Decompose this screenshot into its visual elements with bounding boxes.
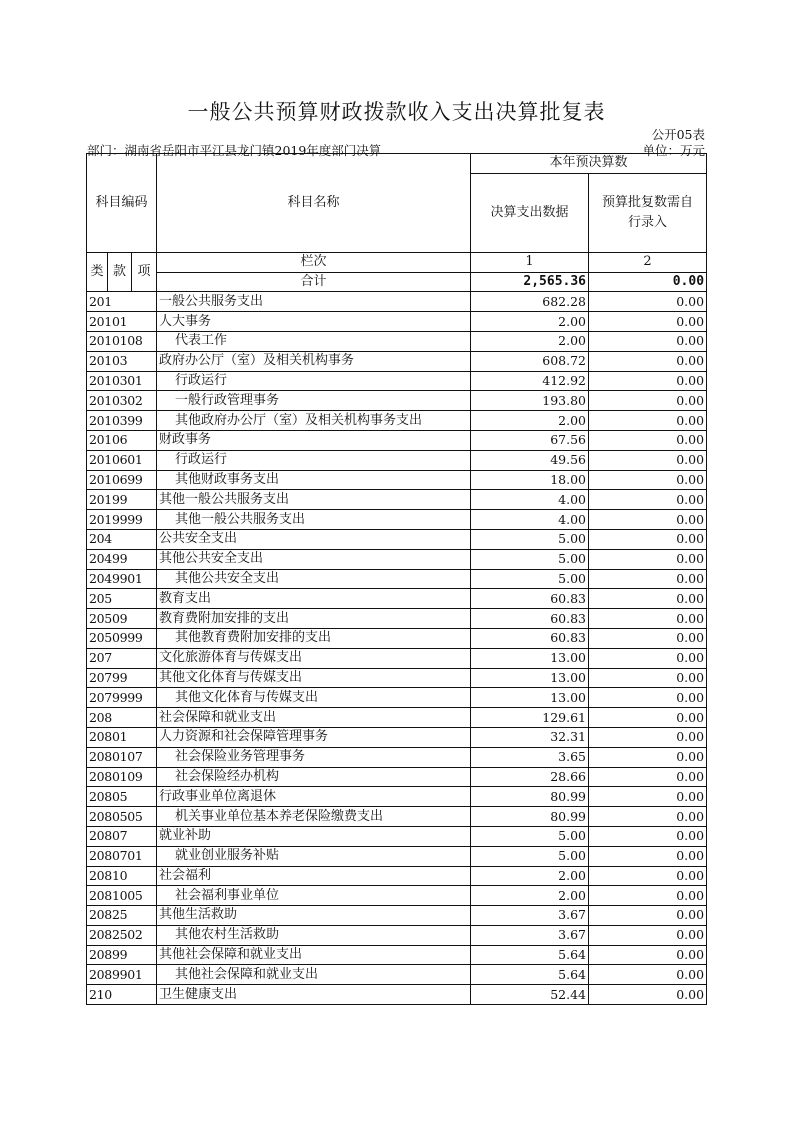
row-name: 行政运行 (157, 371, 471, 391)
row-col2-value: 0.00 (589, 569, 707, 589)
row-col2-value: 0.00 (589, 945, 707, 965)
table-row (87, 925, 707, 945)
row-col1-value: 5.00 (471, 846, 589, 866)
table-row (87, 490, 707, 510)
row-code: 20825 (87, 906, 157, 926)
row-code: 2080107 (87, 747, 157, 767)
row-col2-value: 0.00 (589, 906, 707, 926)
lei-header: 类 (87, 252, 108, 292)
row-col1-value: 28.66 (471, 767, 589, 787)
row-code: 2082502 (87, 925, 157, 945)
row-col2-value: 0.00 (589, 510, 707, 530)
department-label: 部门：湖南省岳阳市平江县龙门镇2019年度部门决算 (87, 143, 382, 158)
row-col2-value: 0.00 (589, 470, 707, 490)
table-row (87, 450, 707, 470)
row-col1-value: 5.64 (471, 965, 589, 985)
row-name: 其他农村生活救助 (157, 925, 471, 945)
table-row (87, 846, 707, 866)
row-name: 其他文化体育与传媒支出 (157, 668, 471, 688)
row-code: 2010601 (87, 450, 157, 470)
row-col2-value: 0.00 (589, 549, 707, 569)
table-row (87, 727, 707, 747)
row-name: 财政事务 (157, 430, 471, 450)
lanci-2: 2 (589, 252, 707, 272)
row-col2-value: 0.00 (589, 807, 707, 827)
row-code: 207 (87, 648, 157, 668)
row-col1-value: 52.44 (471, 985, 589, 1005)
row-col2-value: 0.00 (589, 747, 707, 767)
table-row (87, 866, 707, 886)
total-col1: 2,565.36 (471, 272, 589, 292)
row-col1-value: 49.56 (471, 450, 589, 470)
row-col2-value: 0.00 (589, 490, 707, 510)
row-col2-value: 0.00 (589, 450, 707, 470)
row-col2-value: 0.00 (589, 391, 707, 411)
row-col1-value: 2.00 (471, 312, 589, 332)
row-col2-value: 0.00 (589, 965, 707, 985)
table-row (87, 648, 707, 668)
table-row (87, 767, 707, 787)
table-row (87, 807, 707, 827)
row-col2-value: 0.00 (589, 411, 707, 431)
row-col1-value: 80.99 (471, 807, 589, 827)
row-name: 其他社会保障和就业支出 (157, 965, 471, 985)
row-name: 人大事务 (157, 312, 471, 332)
total-col2: 0.00 (589, 272, 707, 292)
row-col1-value: 18.00 (471, 470, 589, 490)
col2-header: 预算批复数需自行录入 (589, 173, 707, 252)
row-code: 20799 (87, 668, 157, 688)
table-row (87, 787, 707, 807)
row-code: 20509 (87, 609, 157, 629)
row-col1-value: 80.99 (471, 787, 589, 807)
row-col2-value: 0.00 (589, 846, 707, 866)
name-header: 科目名称 (157, 154, 471, 253)
row-name: 卫生健康支出 (157, 985, 471, 1005)
row-col2-value: 0.00 (589, 609, 707, 629)
row-code: 20807 (87, 826, 157, 846)
row-name: 一般行政管理事务 (157, 391, 471, 411)
row-code: 20810 (87, 866, 157, 886)
group-header: 本年预决算数 (471, 154, 707, 174)
row-col2-value: 0.00 (589, 331, 707, 351)
row-col2-value: 0.00 (589, 886, 707, 906)
row-code: 2080701 (87, 846, 157, 866)
row-name: 其他一般公共服务支出 (157, 510, 471, 530)
row-col1-value: 5.00 (471, 826, 589, 846)
row-name: 人力资源和社会保障管理事务 (157, 727, 471, 747)
table-row (87, 906, 707, 926)
row-code: 2010301 (87, 371, 157, 391)
row-col1-value: 60.83 (471, 628, 589, 648)
row-col1-value: 67.56 (471, 430, 589, 450)
row-col1-value: 5.00 (471, 529, 589, 549)
row-name: 代表工作 (157, 331, 471, 351)
row-name: 其他文化体育与传媒支出 (157, 688, 471, 708)
row-code: 2049901 (87, 569, 157, 589)
row-name: 其他公共安全支出 (157, 569, 471, 589)
row-name: 社会福利事业单位 (157, 886, 471, 906)
row-name: 一般公共服务支出 (157, 292, 471, 312)
row-name: 其他公共安全支出 (157, 549, 471, 569)
table-row (87, 292, 707, 312)
row-col2-value: 0.00 (589, 430, 707, 450)
lanci-label: 栏次 (157, 252, 471, 272)
table-row (87, 529, 707, 549)
row-code: 2019999 (87, 510, 157, 530)
row-code: 20801 (87, 727, 157, 747)
row-code: 2079999 (87, 688, 157, 708)
table-row (87, 628, 707, 648)
code-header: 科目编码 (87, 154, 157, 253)
row-code: 2010399 (87, 411, 157, 431)
row-col1-value: 2.00 (471, 331, 589, 351)
table-row (87, 430, 707, 450)
row-name: 行政事业单位离退休 (157, 787, 471, 807)
row-col1-value: 193.80 (471, 391, 589, 411)
row-code: 20499 (87, 549, 157, 569)
row-name: 文化旅游体育与传媒支出 (157, 648, 471, 668)
report-title: 一般公共预算财政拨款收入支出决算批复表 (187, 100, 606, 124)
row-col1-value: 5.00 (471, 569, 589, 589)
row-col2-value: 0.00 (589, 925, 707, 945)
row-code: 2081005 (87, 886, 157, 906)
row-col2-value: 0.00 (589, 787, 707, 807)
row-col2-value: 0.00 (589, 708, 707, 728)
table-row (87, 569, 707, 589)
table-row (87, 411, 707, 431)
row-col2-value: 0.00 (589, 351, 707, 371)
row-code: 20899 (87, 945, 157, 965)
row-col2-value: 0.00 (589, 826, 707, 846)
table-row (87, 391, 707, 411)
row-col1-value: 13.00 (471, 668, 589, 688)
row-code: 2089901 (87, 965, 157, 985)
table-row (87, 668, 707, 688)
row-col1-value: 608.72 (471, 351, 589, 371)
row-code: 2080505 (87, 807, 157, 827)
row-code: 210 (87, 985, 157, 1005)
row-name: 教育支出 (157, 589, 471, 609)
row-name: 就业创业服务补贴 (157, 846, 471, 866)
row-name: 就业补助 (157, 826, 471, 846)
table-row (87, 331, 707, 351)
row-code: 2010302 (87, 391, 157, 411)
row-col1-value: 2.00 (471, 886, 589, 906)
total-row (87, 272, 707, 292)
row-name: 政府办公厅（室）及相关机构事务 (157, 351, 471, 371)
form-number: 公开05表 (651, 127, 705, 142)
row-name: 其他政府办公厅（室）及相关机构事务支出 (157, 411, 471, 431)
row-code: 20805 (87, 787, 157, 807)
row-name: 其他社会保障和就业支出 (157, 945, 471, 965)
table-row (87, 945, 707, 965)
row-col1-value: 412.92 (471, 371, 589, 391)
table-row (87, 609, 707, 629)
table-row (87, 747, 707, 767)
table-row (87, 708, 707, 728)
table-row (87, 549, 707, 569)
row-code: 2080109 (87, 767, 157, 787)
kuan-header: 款 (108, 252, 132, 292)
row-col2-value: 0.00 (589, 985, 707, 1005)
table-row (87, 470, 707, 490)
row-col2-value: 0.00 (589, 727, 707, 747)
row-name: 机关事业单位基本养老保险缴费支出 (157, 807, 471, 827)
row-code: 204 (87, 529, 157, 549)
row-name: 其他财政事务支出 (157, 470, 471, 490)
col1-header: 决算支出数据 (471, 173, 589, 252)
row-col1-value: 3.67 (471, 906, 589, 926)
row-col1-value: 129.61 (471, 708, 589, 728)
row-code: 2010699 (87, 470, 157, 490)
table-row (87, 826, 707, 846)
row-col2-value: 0.00 (589, 668, 707, 688)
table-row (87, 510, 707, 530)
row-code: 208 (87, 708, 157, 728)
row-col1-value: 32.31 (471, 727, 589, 747)
row-col2-value: 0.00 (589, 292, 707, 312)
row-name: 其他教育费附加安排的支出 (157, 628, 471, 648)
row-col2-value: 0.00 (589, 589, 707, 609)
table-row (87, 351, 707, 371)
row-name: 其他一般公共服务支出 (157, 490, 471, 510)
row-name: 社会保障和就业支出 (157, 708, 471, 728)
table-row (87, 589, 707, 609)
row-code: 20199 (87, 490, 157, 510)
row-col2-value: 0.00 (589, 688, 707, 708)
row-col1-value: 682.28 (471, 292, 589, 312)
row-code: 2010108 (87, 331, 157, 351)
row-code: 205 (87, 589, 157, 609)
row-name: 其他生活救助 (157, 906, 471, 926)
row-col1-value: 4.00 (471, 490, 589, 510)
row-col1-value: 2.00 (471, 411, 589, 431)
row-name: 社会福利 (157, 866, 471, 886)
row-col1-value: 3.65 (471, 747, 589, 767)
row-col2-value: 0.00 (589, 767, 707, 787)
row-name: 社会保险经办机构 (157, 767, 471, 787)
table-row (87, 965, 707, 985)
row-name: 社会保险业务管理事务 (157, 747, 471, 767)
row-name: 教育费附加安排的支出 (157, 609, 471, 629)
xiang-header: 项 (132, 252, 157, 292)
header-row-1 (87, 154, 707, 174)
table-row (87, 312, 707, 332)
table-row (87, 886, 707, 906)
lanci-1: 1 (471, 252, 589, 272)
total-label: 合计 (157, 272, 471, 292)
row-col1-value: 13.00 (471, 648, 589, 668)
row-col1-value: 13.00 (471, 688, 589, 708)
row-col2-value: 0.00 (589, 648, 707, 668)
row-col1-value: 60.83 (471, 609, 589, 629)
table-row (87, 371, 707, 391)
row-code: 20106 (87, 430, 157, 450)
budget-table (86, 153, 707, 1005)
unit-label: 单位：万元 (642, 143, 705, 158)
row-code: 20103 (87, 351, 157, 371)
row-col1-value: 5.64 (471, 945, 589, 965)
row-col1-value: 3.67 (471, 925, 589, 945)
row-name: 行政运行 (157, 450, 471, 470)
row-code: 201 (87, 292, 157, 312)
row-col1-value: 4.00 (471, 510, 589, 530)
table-row (87, 985, 707, 1005)
row-col2-value: 0.00 (589, 371, 707, 391)
row-code: 2050999 (87, 628, 157, 648)
lanci-row (87, 252, 707, 272)
row-col2-value: 0.00 (589, 866, 707, 886)
row-col2-value: 0.00 (589, 628, 707, 648)
row-col2-value: 0.00 (589, 529, 707, 549)
row-col1-value: 5.00 (471, 549, 589, 569)
row-col1-value: 2.00 (471, 866, 589, 886)
row-name: 公共安全支出 (157, 529, 471, 549)
table-row (87, 688, 707, 708)
row-col2-value: 0.00 (589, 312, 707, 332)
row-col1-value: 60.83 (471, 589, 589, 609)
row-code: 20101 (87, 312, 157, 332)
